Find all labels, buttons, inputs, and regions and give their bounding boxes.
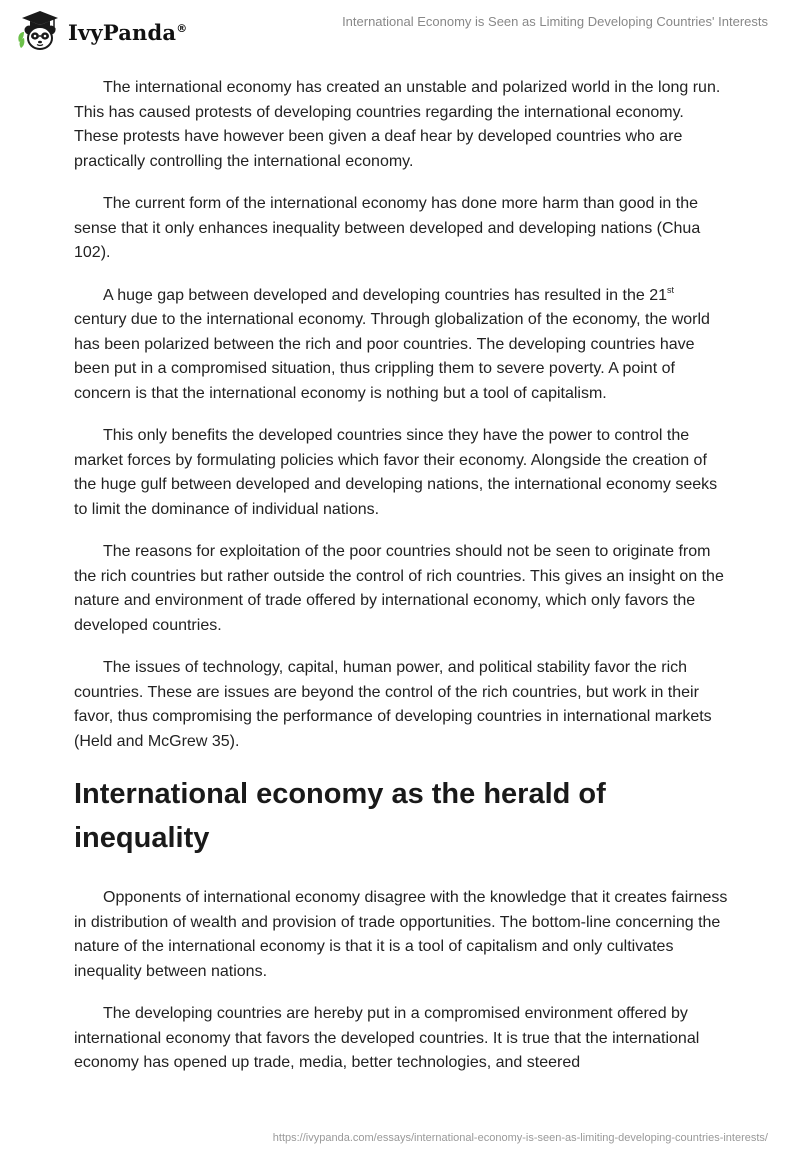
registered-mark: ® xyxy=(176,21,188,35)
paragraph-8: The developing countries are hereby put in a compromised environment offered by international economy that favors the developed countries. It is true that the international economy has opened up trade, media, better technologies, and steered xyxy=(74,1005,700,1071)
paragraph-7: Opponents of international economy disagree with the knowledge that it creates fairness in distribution of wealth and provision of trade opportunities. The bottom-line concerning the nature of the international economy is that it is a tool of capitalism and only cultivates inequality between nations. xyxy=(74,889,728,980)
section-heading: International economy as the herald of inequality xyxy=(74,778,606,854)
page-header xyxy=(0,0,800,60)
paragraph-5: The reasons for exploitation of the poor countries should not be seen to originate from the rich countries but rather outside the control of rich countries. This gives an insight on the nature and environment of trade offered by international economy, which only favors the developed countries. xyxy=(74,543,724,634)
panda-graduate-icon xyxy=(16,8,62,52)
paragraph-3-end: century due to the international economy. Through globalization of the economy, the world has been polarized between the rich and poor countries. The developing countries have been put in a compromised situation, thus crippling them to severe poverty. A point of concern is that the international economy is nothing but a tool of capitalism. xyxy=(74,311,710,402)
paragraph-2: The current form of the international economy has done more harm than good in the sense that it only enhances inequality between developed and developing nations (Chua 102). xyxy=(74,195,701,261)
essay-body xyxy=(74,76,730,1094)
paragraph-6: The issues of technology, capital, human power, and political stability favor the rich countries. These are issues are beyond the control of the rich countries, but work in their favor, thus compromising the performance of developing countries in international markets (Held and McGrew 35). xyxy=(74,659,712,750)
footer-url[interactable]: https://ivypanda.com/essays/international-economy-is-seen-as-limiting-developing-countries-interests/ xyxy=(272,1132,768,1144)
ivypanda-logo[interactable] xyxy=(16,8,187,52)
paragraph-4: This only benefits the developed countries since they have the power to control the market forces by formulating policies which favor their economy. Alongside the creation of the huge gulf between developed and developing nations, the international economy seeks to limit the dominance of individual nations. xyxy=(74,427,718,518)
brand-name: IvyPanda® xyxy=(68,19,188,45)
paragraph-3 xyxy=(74,284,730,407)
paragraph-3-start: A huge gap between developed and developing countries has resulted in the 21 xyxy=(103,286,667,304)
paragraph-1: The international economy has created an unstable and polarized world in the long run. This has caused protests of developing countries regarding the international economy. These protests have however been given a deaf hear by developed countries who are practically controlling the international economy. xyxy=(74,79,721,170)
document-title: International Economy is Seen as Limiting Developing Countries' Interests xyxy=(342,14,768,29)
ordinal-suffix: st xyxy=(666,284,674,295)
